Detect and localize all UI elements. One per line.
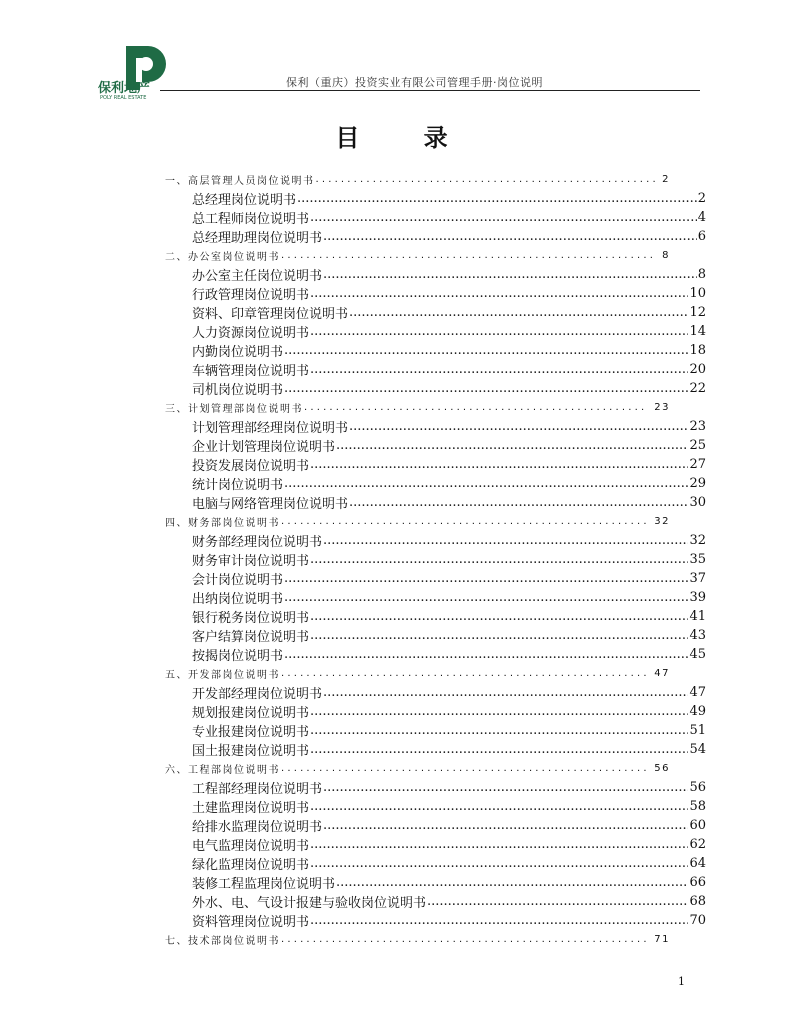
- dot-leader: [310, 837, 688, 852]
- toc-entry-page: 22: [689, 381, 706, 396]
- toc-item[interactable]: [192, 474, 706, 493]
- toc-item[interactable]: [192, 341, 706, 360]
- toc-entry-title: 行政管理岗位说明书: [192, 288, 310, 303]
- toc-item[interactable]: [192, 493, 706, 512]
- dot-leader: [281, 668, 647, 679]
- dot-leader: [310, 723, 688, 738]
- toc-item[interactable]: [192, 436, 706, 455]
- toc-entry-page: 60: [689, 818, 706, 833]
- toc-item[interactable]: [192, 607, 706, 626]
- toc-item[interactable]: [192, 322, 706, 341]
- toc-entry-title: 按揭岗位说明书: [192, 649, 284, 664]
- toc-entry-page: 6: [697, 229, 706, 244]
- toc-entry-title: 规划报建岗位说明书: [192, 706, 310, 721]
- toc-entry-title: 二、办公室岗位说明书: [165, 252, 280, 263]
- toc-item[interactable]: [192, 550, 706, 569]
- svg-text:保利地产: 保利地产: [98, 81, 151, 96]
- toc-entry-page: 20: [689, 362, 706, 377]
- dot-leader: [310, 362, 688, 377]
- toc-entry-title: 七、技术部岗位说明书: [165, 936, 280, 947]
- toc-entry-page: 43: [689, 628, 706, 643]
- toc-item[interactable]: [192, 284, 706, 303]
- dot-leader: [284, 647, 688, 662]
- toc-entry-title: 出纳岗位说明书: [192, 592, 284, 607]
- toc-entry-page: 37: [689, 571, 706, 586]
- toc-entry-title: 电气监理岗位说明书: [192, 839, 310, 854]
- toc-entry-title: 计划管理部经理岗位说明书: [192, 421, 349, 436]
- dot-leader: [281, 516, 647, 527]
- toc-entry-title: 企业计划管理岗位说明书: [192, 440, 336, 455]
- toc-entry-title: 四、财务部岗位说明书: [165, 518, 280, 529]
- dot-leader: [323, 533, 688, 548]
- toc-section[interactable]: [165, 246, 670, 265]
- toc-item[interactable]: [192, 360, 706, 379]
- toc-entry-title: 国土报建岗位说明书: [192, 744, 310, 759]
- dot-leader: [310, 609, 688, 624]
- dot-leader: [349, 305, 688, 320]
- toc-entry-page: 14: [689, 324, 706, 339]
- page-title: 目 录: [335, 124, 476, 152]
- toc-entry-page: 56: [689, 780, 706, 795]
- toc-entry-title: 资料、印章管理岗位说明书: [192, 307, 349, 322]
- toc-item[interactable]: [192, 702, 706, 721]
- dot-leader: [310, 286, 688, 301]
- dot-leader: [281, 250, 655, 261]
- toc-item[interactable]: [192, 854, 706, 873]
- toc-entry-page: 41: [689, 609, 706, 624]
- toc-item[interactable]: [192, 227, 706, 246]
- toc-section[interactable]: [165, 930, 670, 949]
- toc-entry-page: 2: [662, 174, 670, 185]
- toc-section[interactable]: [165, 759, 670, 778]
- toc-item[interactable]: [192, 816, 706, 835]
- toc-entry-page: 18: [689, 343, 706, 358]
- toc-item[interactable]: [192, 455, 706, 474]
- dot-leader: [349, 495, 688, 510]
- toc-entry-title: 电脑与网络管理岗位说明书: [192, 497, 349, 512]
- toc-entry-title: 总经理助理岗位说明书: [192, 231, 323, 246]
- toc-item[interactable]: [192, 303, 706, 322]
- dot-leader: [310, 628, 688, 643]
- dot-leader: [336, 875, 688, 890]
- toc-entry-title: 统计岗位说明书: [192, 478, 284, 493]
- toc-entry-title: 客户结算岗位说明书: [192, 630, 310, 645]
- toc-item[interactable]: [192, 645, 706, 664]
- running-header: 保利（重庆）投资实业有限公司管理手册·岗位说明: [286, 76, 543, 89]
- toc-entry-title: 总工程师岗位说明书: [192, 212, 310, 227]
- toc-entry-title: 人力资源岗位说明书: [192, 326, 310, 341]
- dot-leader: [281, 763, 647, 774]
- toc-entry-title: 司机岗位说明书: [192, 383, 284, 398]
- toc-entry-page: 30: [689, 495, 706, 510]
- toc-entry-title: 一、高层管理人员岗位说明书: [165, 176, 315, 187]
- table-of-contents: [0, 170, 791, 949]
- toc-entry-title: 资料管理岗位说明书: [192, 915, 310, 930]
- toc-entry-page: 32: [689, 533, 706, 548]
- toc-item[interactable]: [192, 189, 706, 208]
- toc-item[interactable]: [192, 778, 706, 797]
- toc-entry-page: 8: [662, 250, 670, 261]
- toc-entry-title: 开发部经理岗位说明书: [192, 687, 323, 702]
- dot-leader: [310, 742, 688, 757]
- dot-leader: [323, 685, 688, 700]
- dot-leader: [281, 934, 647, 945]
- toc-entry-title: 内勤岗位说明书: [192, 345, 284, 360]
- toc-entry-title: 会计岗位说明书: [192, 573, 284, 588]
- toc-entry-page: 62: [689, 837, 706, 852]
- toc-entry-page: 29: [689, 476, 706, 491]
- toc-entry-page: 71: [654, 934, 670, 945]
- toc-entry-title: 给排水监理岗位说明书: [192, 820, 323, 835]
- toc-entry-title: 财务审计岗位说明书: [192, 554, 310, 569]
- toc-entry-page: 23: [689, 419, 706, 434]
- dot-leader: [336, 438, 688, 453]
- toc-item[interactable]: [192, 588, 706, 607]
- toc-item[interactable]: [192, 265, 706, 284]
- dot-leader: [310, 324, 688, 339]
- dot-leader: [310, 704, 688, 719]
- toc-entry-page: 47: [689, 685, 706, 700]
- toc-entry-title: 绿化监理岗位说明书: [192, 858, 310, 873]
- toc-entry-page: 47: [654, 668, 670, 679]
- dot-leader: [349, 419, 688, 434]
- toc-item[interactable]: [192, 740, 706, 759]
- dot-leader: [310, 799, 688, 814]
- toc-entry-page: 35: [689, 552, 706, 567]
- toc-entry-page: 66: [689, 875, 706, 890]
- page-number: 1: [678, 975, 685, 988]
- toc-entry-title: 车辆管理岗位说明书: [192, 364, 310, 379]
- toc-entry-page: 2: [697, 191, 706, 206]
- dot-leader: [297, 191, 697, 206]
- toc-entry-page: 27: [689, 457, 706, 472]
- toc-entry-page: 23: [654, 402, 670, 413]
- toc-entry-page: 4: [697, 210, 706, 225]
- dot-leader: [310, 210, 697, 225]
- toc-section[interactable]: [165, 664, 670, 683]
- dot-leader: [310, 457, 688, 472]
- dot-leader: [323, 780, 688, 795]
- toc-entry-title: 财务部经理岗位说明书: [192, 535, 323, 550]
- svg-text:POLY REAL ESTATE: POLY REAL ESTATE: [100, 95, 147, 100]
- toc-item[interactable]: [192, 379, 706, 398]
- toc-entry-title: 五、开发部岗位说明书: [165, 670, 280, 681]
- toc-entry-page: 25: [689, 438, 706, 453]
- toc-item[interactable]: [192, 208, 706, 227]
- dot-leader: [323, 818, 688, 833]
- toc-item[interactable]: [192, 569, 706, 588]
- toc-entry-title: 总经理岗位说明书: [192, 193, 297, 208]
- toc-entry-page: 51: [689, 723, 706, 738]
- toc-item[interactable]: [192, 531, 706, 550]
- dot-leader: [310, 913, 688, 928]
- toc-entry-title: 外水、电、气设计报建与验收岗位说明书: [192, 896, 427, 911]
- toc-item[interactable]: [192, 721, 706, 740]
- toc-item[interactable]: [192, 417, 706, 436]
- toc-entry-page: 32: [654, 516, 670, 527]
- toc-entry-title: 土建监理岗位说明书: [192, 801, 310, 816]
- toc-entry-page: 39: [689, 590, 706, 605]
- toc-item[interactable]: [192, 835, 706, 854]
- toc-entry-page: 58: [689, 799, 706, 814]
- dot-leader: [316, 174, 656, 185]
- toc-entry-title: 六、工程部岗位说明书: [165, 765, 280, 776]
- toc-entry-page: 56: [654, 763, 670, 774]
- toc-section[interactable]: [165, 170, 670, 189]
- toc-entry-page: 45: [689, 647, 706, 662]
- toc-item[interactable]: [192, 797, 706, 816]
- toc-entry-page: 8: [697, 267, 706, 282]
- dot-leader: [284, 476, 688, 491]
- toc-entry-title: 投资发展岗位说明书: [192, 459, 310, 474]
- dot-leader: [323, 229, 697, 244]
- dot-leader: [310, 856, 688, 871]
- toc-item[interactable]: [192, 911, 706, 930]
- toc-item[interactable]: [192, 892, 706, 911]
- toc-entry-page: 64: [689, 856, 706, 871]
- toc-entry-page: 12: [689, 305, 706, 320]
- dot-leader: [284, 571, 688, 586]
- toc-item[interactable]: [192, 873, 706, 892]
- dot-leader: [310, 552, 688, 567]
- toc-entry-title: 装修工程监理岗位说明书: [192, 877, 336, 892]
- dot-leader: [284, 381, 688, 396]
- dot-leader: [304, 402, 647, 413]
- toc-item[interactable]: [192, 683, 706, 702]
- toc-entry-page: 70: [689, 913, 706, 928]
- toc-entry-title: 银行税务岗位说明书: [192, 611, 310, 626]
- toc-entry-title: 三、计划管理部岗位说明书: [165, 404, 303, 415]
- header-divider: [160, 90, 700, 91]
- toc-entry-title: 工程部经理岗位说明书: [192, 782, 323, 797]
- toc-entry-page: 68: [689, 894, 706, 909]
- toc-entry-title: 专业报建岗位说明书: [192, 725, 310, 740]
- poly-real-estate-logo: [96, 42, 188, 100]
- toc-entry-title: 办公室主任岗位说明书: [192, 269, 323, 284]
- toc-entry-page: 54: [689, 742, 706, 757]
- toc-section[interactable]: [165, 398, 670, 417]
- dot-leader: [284, 343, 688, 358]
- dot-leader: [323, 267, 697, 282]
- toc-item[interactable]: [192, 626, 706, 645]
- dot-leader: [284, 590, 688, 605]
- dot-leader: [427, 894, 688, 909]
- toc-entry-page: 49: [689, 704, 706, 719]
- toc-entry-page: 10: [689, 286, 706, 301]
- toc-section[interactable]: [165, 512, 670, 531]
